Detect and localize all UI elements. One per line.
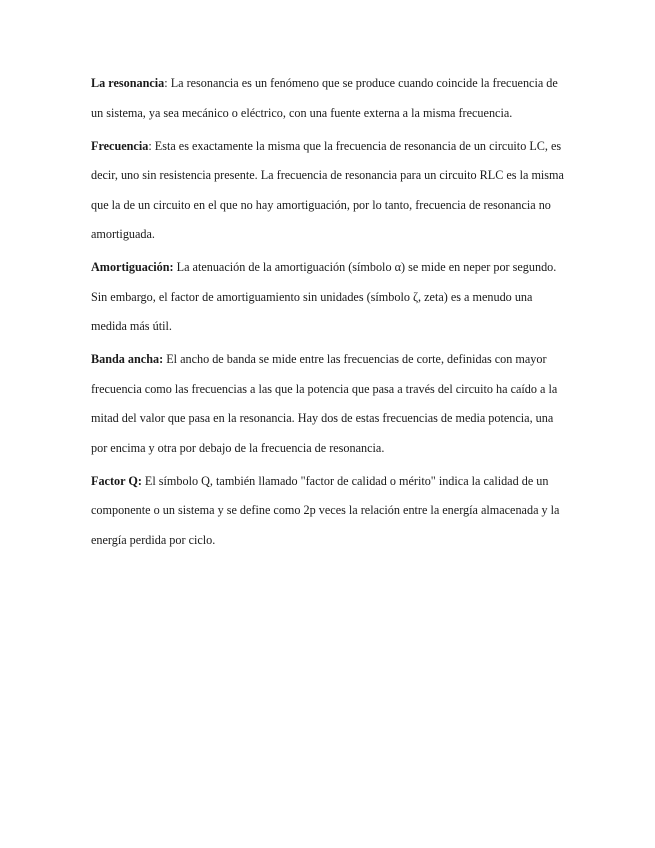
paragraph-resonancia [91,69,566,128]
paragraph-amortiguacion [91,253,566,342]
term-amortiguacion: Amortiguación: [91,260,174,274]
paragraph-banda-ancha [91,345,566,463]
term-resonancia: La resonancia [91,76,165,90]
term-factor-q: Factor Q: [91,473,142,488]
definition-factor-q: El símbolo Q, también llamado "factor de calidad o mérito" indica la calidad de un componente o un sistema y se define como 2p veces la relación entre la energía almacenada y la energía perdida por ciclo. [91,473,560,547]
definition-banda-ancha: El ancho de banda se mide entre las frecuencias de corte, definidas con mayor frecuencia como las frecuencias a las que la potencia que pasa a través del circuito ha caído a la mitad del valor que pasa en la resonancia. Hay dos de estas frecuencias de media potencia, una por encima y otra por debajo de la frecuencia de resonancia. [91,352,558,455]
term-banda-ancha: Banda ancha: [91,352,164,366]
paragraph-factor-q [91,467,566,556]
term-separator: : [148,138,155,153]
paragraph-frecuencia [91,132,566,250]
definition-amortiguacion: La atenuación de la amortiguación (símbolo α) se mide en neper por segundo. Sin embargo, el factor de amortiguamiento sin unidades (símbolo ζ, zeta) es a menudo una medida más útil. [91,260,557,333]
definition-resonancia: La resonancia es un fenómeno que se produce cuando coincide la frecuencia de un sistema, ya sea mecánico o eléctrico, con una fuente externa a la misma frecuencia. [91,76,558,120]
term-frecuencia: Frecuencia [91,138,149,153]
term-separator: : [164,76,171,90]
document-body [91,69,566,559]
definition-frecuencia: Esta es exactamente la misma que la frecuencia de resonancia de un circuito LC, es decir, uno sin resistencia presente. La frecuencia de resonancia para un circuito RLC es la misma que la de un circuito en el que no hay amortiguación, por lo tanto, frecuencia de resonancia no amortiguada. [91,138,564,241]
